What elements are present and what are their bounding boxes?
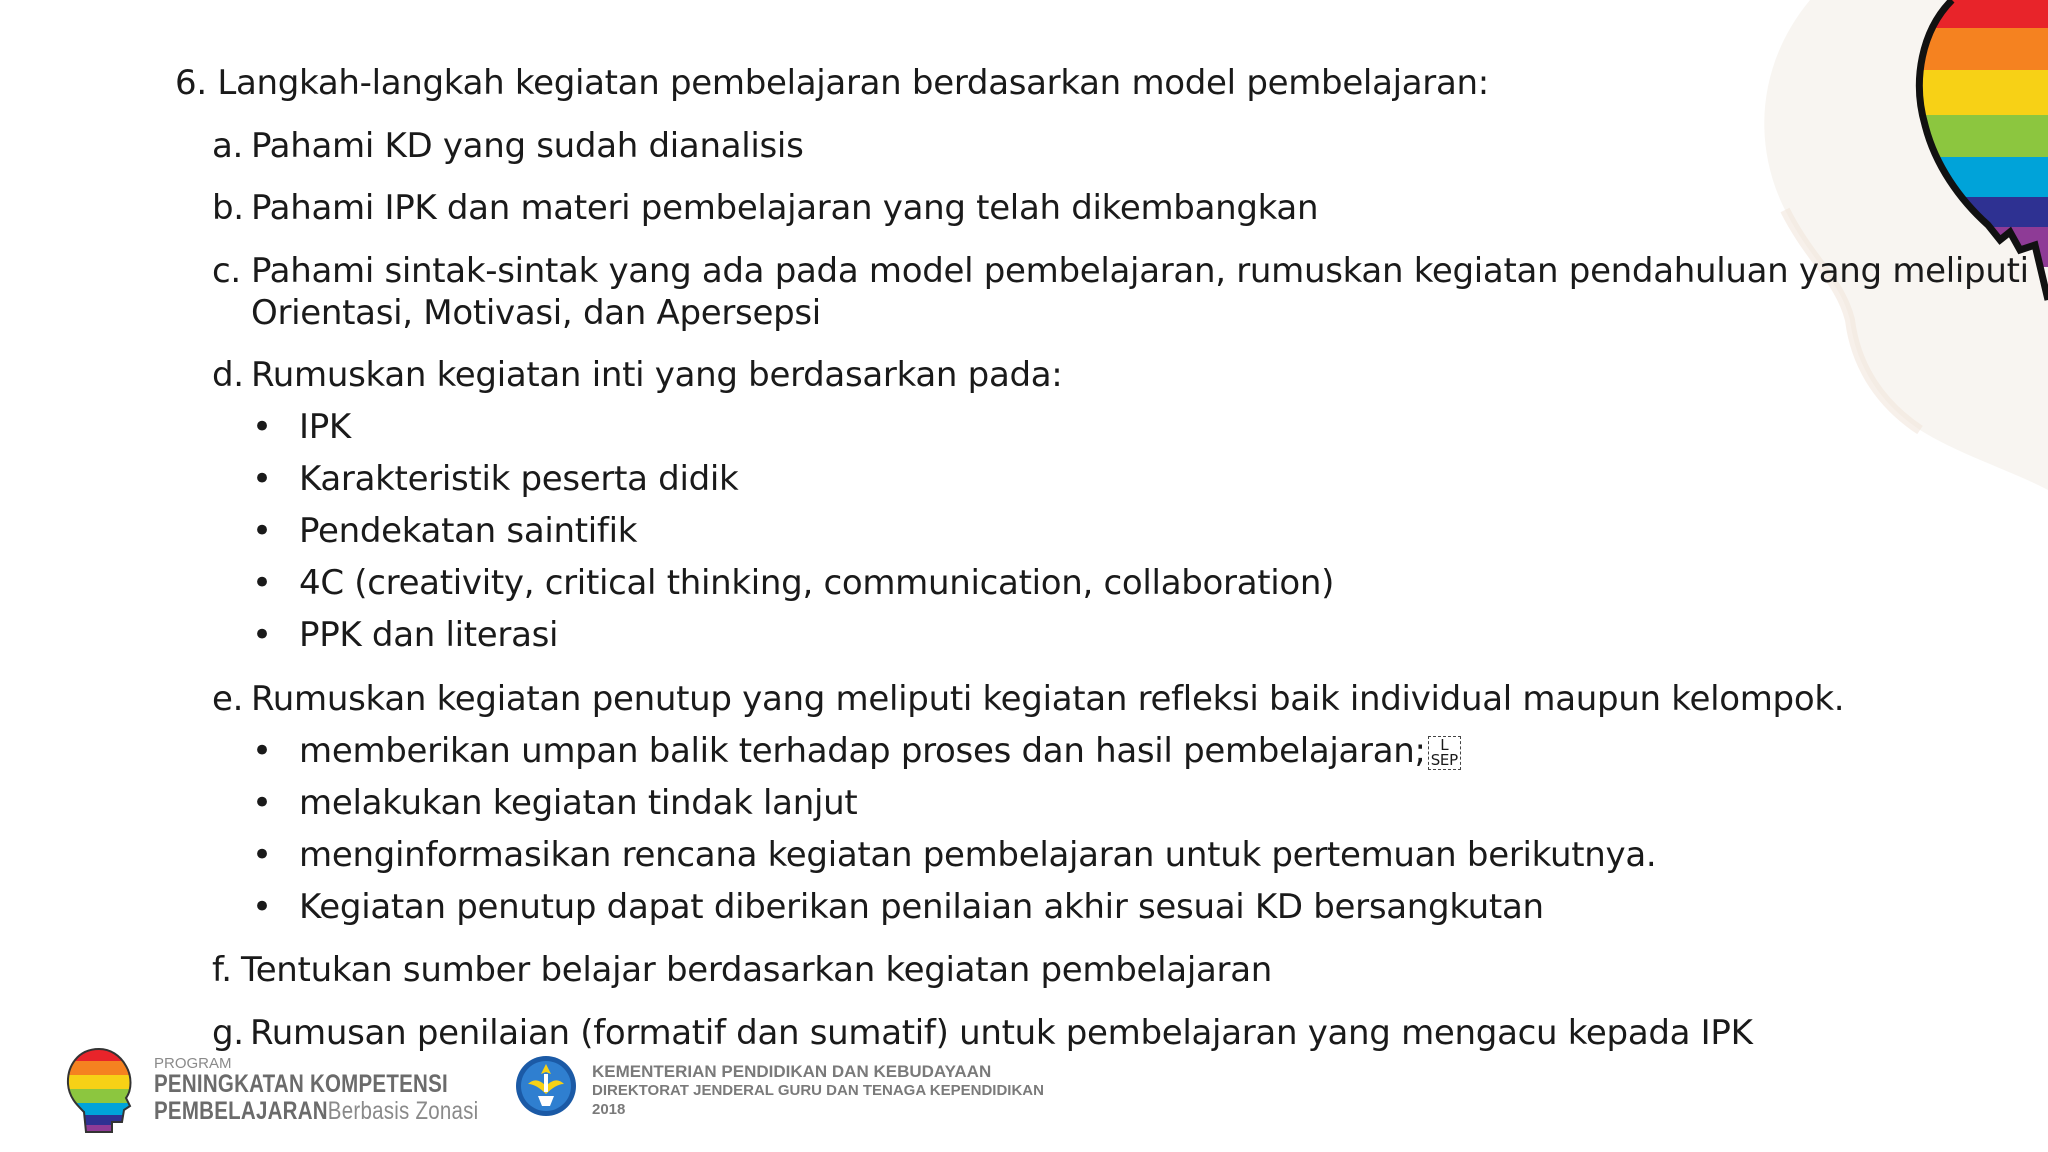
ministry-name: KEMENTERIAN PENDIDIKAN DAN KEBUDAYAAN — [592, 1062, 992, 1081]
bullet-text-with-sep — [299, 731, 1461, 771]
item-marker: f. — [212, 950, 232, 990]
section-heading: 6. Langkah-langkah kegiatan pembelajaran berdasarkan model pembelajaran: — [175, 63, 1489, 103]
item-marker: d. — [212, 355, 244, 395]
item-text: Pahami sintak-sintak yang ada pada model pembelajaran, rumuskan kegiatan pendahuluan yang meliputi — [251, 251, 2029, 291]
item-text: Pahami KD yang sudah dianalisis — [251, 126, 804, 166]
sep-placeholder-glyph — [1428, 736, 1461, 770]
bullet-marker: • — [252, 887, 272, 927]
sep-glyph-top: L — [1440, 735, 1449, 754]
item-text: Rumusan penilaian (formatif dan sumatif) untuk pembelajaran yang mengacu kepada IPK — [250, 1013, 1753, 1053]
item-marker: a. — [212, 126, 244, 166]
list-item-e — [212, 679, 1844, 719]
tut-wuri-handayani-emblem — [514, 1054, 578, 1118]
program-title-suffix: Berbasis Zonasi — [327, 1097, 479, 1125]
item-marker: g. — [212, 1013, 244, 1053]
item-text: Tentukan sumber belajar berdasarkan kegiatan pembelajaran — [241, 950, 1272, 990]
bullet-text: Kegiatan penutup dapat diberikan penilaian akhir sesuai KD bersangkutan — [299, 887, 1544, 927]
bullet-marker: • — [252, 563, 272, 603]
program-label: PROGRAM — [154, 1055, 232, 1072]
list-item-b — [212, 188, 1318, 228]
footer-year: 2018 — [592, 1101, 626, 1118]
list-item-c — [212, 251, 2029, 333]
bullet-marker: • — [252, 835, 272, 875]
directorate-name: DIREKTORAT JENDERAL GURU DAN TENAGA KEPENDIDIKAN — [592, 1082, 1044, 1099]
list-item-g — [212, 1013, 1753, 1053]
bullet-text: Pendekatan saintifik — [299, 511, 638, 551]
program-title-line1: PENINGKATAN KOMPETENSI — [154, 1070, 448, 1098]
item-text: Rumuskan kegiatan inti yang berdasarkan pada: — [251, 355, 1063, 395]
bullet-marker: • — [252, 407, 272, 447]
bullet-text: melakukan kegiatan tindak lanjut — [299, 783, 858, 823]
bullet-marker: • — [252, 731, 272, 771]
program-title-bold: PEMBELAJARAN — [154, 1097, 328, 1125]
bullet-text: memberikan umpan balik terhadap proses dan hasil pembelajaran; — [299, 731, 1426, 771]
bullet-text: 4C (creativity, critical thinking, communication, collaboration) — [299, 563, 1335, 603]
item-text: Rumuskan kegiatan penutup yang meliputi kegiatan refleksi baik individual maupun kelompok. — [251, 679, 1845, 719]
bullet-marker: • — [252, 511, 272, 551]
bullet-text: Karakteristik peserta didik — [299, 459, 739, 499]
list-item-f — [212, 950, 1272, 990]
list-item-d — [212, 355, 1062, 395]
bullet-marker: • — [252, 615, 272, 655]
item-text-continuation: Orientasi, Motivasi, dan Apersepsi — [251, 293, 821, 333]
rainbow-head-logo — [64, 1046, 134, 1138]
bullet-marker: • — [252, 459, 272, 499]
program-title-line2 — [154, 1097, 478, 1126]
bullet-text: IPK — [299, 407, 351, 447]
list-item-a — [212, 126, 804, 166]
bullet-text: PPK dan literasi — [299, 615, 559, 655]
item-marker: b. — [212, 188, 244, 228]
bullet-marker: • — [252, 783, 272, 823]
bullet-text: menginformasikan rencana kegiatan pembelajaran untuk pertemuan berikutnya. — [299, 835, 1657, 875]
sep-glyph-bottom: SEP — [1430, 750, 1458, 769]
item-marker: e. — [212, 679, 244, 719]
item-marker: c. — [212, 251, 241, 291]
item-text: Pahami IPK dan materi pembelajaran yang telah dikembangkan — [251, 188, 1319, 228]
